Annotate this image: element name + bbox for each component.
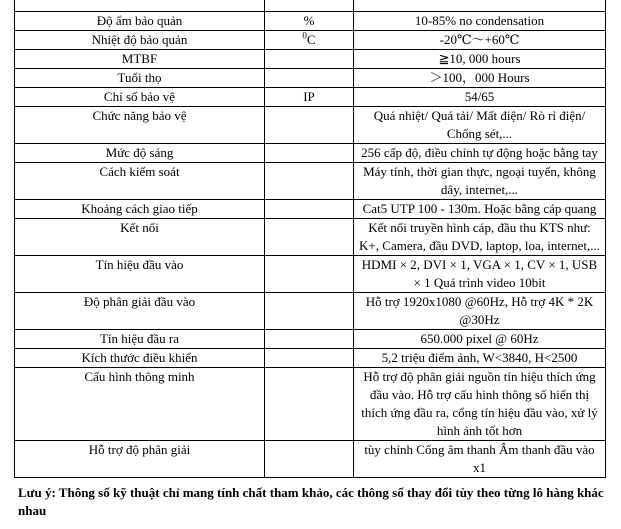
row-unit: IP [265, 88, 354, 107]
row-value: 5,2 triệu điểm ảnh, W<3840, H<2500 [354, 349, 606, 368]
row-unit [265, 69, 354, 88]
table-row [15, 200, 606, 219]
row-label: Tín hiệu đầu ra [15, 330, 265, 349]
row-label: Mức độ sáng [15, 144, 265, 163]
row-unit: % [265, 12, 354, 31]
row-label: MTBF [15, 50, 265, 69]
row-unit [265, 144, 354, 163]
row-value: Kết nối truyền hình cáp, đầu thu KTS như: K+, Camera, đầu DVD, laptop, loa, internet,... [354, 219, 606, 256]
table-row [15, 368, 606, 441]
row-unit [265, 0, 354, 12]
row-unit [265, 349, 354, 368]
table-row [15, 0, 606, 12]
table-row [15, 88, 606, 107]
table-row [15, 144, 606, 163]
disclaimer-note: Lưu ý: Thông số kỹ thuật chỉ mang tính chất tham khảo, các thông số thay đổi tùy theo từng lô hàng khác nhau [18, 485, 604, 518]
row-value: Máy tính, thời gian thực, ngoại tuyến, không dây, internet,... [354, 163, 606, 200]
table-row [15, 349, 606, 368]
row-label: Tín hiệu đầu vào [15, 256, 265, 293]
row-value: 54/65 [354, 88, 606, 107]
row-unit [265, 219, 354, 256]
table-row [15, 50, 606, 69]
row-unit [265, 163, 354, 200]
row-label: Kích thước điều khiển [15, 349, 265, 368]
row-value: ＞100，000 Hours [354, 69, 606, 88]
row-value: tùy chỉnh Cổng âm thanh Âm thanh đầu vào x1 [354, 441, 606, 478]
row-label: Nhiệt độ bảo quản [15, 31, 265, 50]
spec-table [14, 0, 606, 478]
table-row [15, 163, 606, 200]
row-label [15, 0, 265, 12]
row-value: HDMI × 2, DVI × 1, VGA × 1, CV × 1, USB × 1 Quá trình video 10bit [354, 256, 606, 293]
table-row [15, 107, 606, 144]
row-value: ≧10, 000 hours [354, 50, 606, 69]
row-label: Khoảng cách giao tiếp [15, 200, 265, 219]
row-unit [265, 200, 354, 219]
table-row [15, 441, 606, 478]
row-value: Hỗ trợ 1920x1080 @60Hz, Hỗ trợ 4K * 2K @30Hz [354, 293, 606, 330]
row-value: -20℃～+60℃ [354, 31, 606, 50]
row-unit [265, 441, 354, 478]
row-label: Cách kiểm soát [15, 163, 265, 200]
row-unit [265, 256, 354, 293]
row-value: Cat5 UTP 100 - 130m. Hoặc bằng cáp quang [354, 200, 606, 219]
table-row [15, 293, 606, 330]
row-unit [265, 330, 354, 349]
row-label: Tuổi thọ [15, 69, 265, 88]
row-unit [265, 293, 354, 330]
table-row [15, 256, 606, 293]
row-label: Hỗ trợ độ phân giải [15, 441, 265, 478]
table-row [15, 12, 606, 31]
table-row [15, 69, 606, 88]
row-value: Hỗ trợ độ phân giải nguồn tín hiệu thích ứng đầu vào. Hỗ trợ cấu hình thông số hiển thị thích ứng đầu ra, cổng tín hiệu đầu vào, xử lý hình ảnh tốt hơn [354, 368, 606, 441]
row-value: 650.000 pixel @ 60Hz [354, 330, 606, 349]
row-label: Độ phân giải đầu vào [15, 293, 265, 330]
row-unit [265, 50, 354, 69]
row-value: Quá nhiệt/ Quá tải/ Mất điện/ Rò rỉ điện/ Chống sét,... [354, 107, 606, 144]
row-label: Cấu hình thông minh [15, 368, 265, 441]
row-label: Kết nối [15, 219, 265, 256]
row-unit [265, 107, 354, 144]
row-label: Độ ẩm bảo quản [15, 12, 265, 31]
table-row [15, 219, 606, 256]
row-value: 256 cấp độ, điều chỉnh tự động hoặc bằng tay [354, 144, 606, 163]
row-value [354, 0, 606, 12]
row-label: Chỉ số bảo vệ [15, 88, 265, 107]
table-row [15, 31, 606, 50]
row-unit [265, 368, 354, 441]
row-label: Chức năng bảo vệ [15, 107, 265, 144]
table-row [15, 330, 606, 349]
row-value: 10-85% no condensation [354, 12, 606, 31]
row-unit: $^0$C [265, 31, 354, 50]
